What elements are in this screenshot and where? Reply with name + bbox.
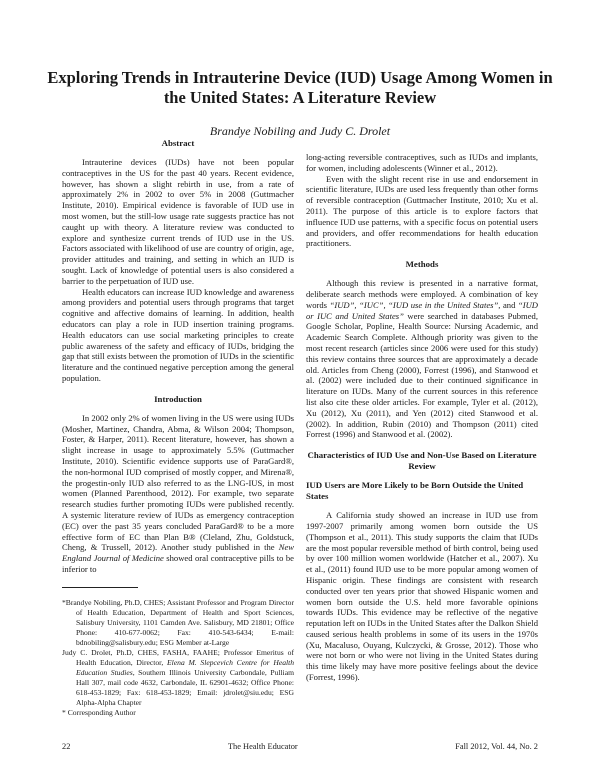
right-column xyxy=(306,138,538,683)
text-run: , and xyxy=(498,299,518,310)
footnote-author-2 xyxy=(62,648,294,708)
abstract-paragraph: Health educators can increase IUD knowledge and awareness among providers and potential users through programs that target cognitive and affective domains of learning. In addition, health educators can play a role in IUD insertion training programs. Health educators can use social marketing principles to create public awareness of the safety and efficacy of IUDs, bridging the gap that still exists between the promotion of IUDs in the scientific literature and the continued negative perception among the general population. xyxy=(62,286,294,383)
abstract-heading: Abstract xyxy=(161,138,195,148)
centre-name: Elena M. Slepcevich Centre for Health Education Studies xyxy=(76,657,295,677)
footnote-author-1: *Brandye Nobiling, Ph.D, CHES; Assistant Professor and Program Director of Health Education, Department of Health and Sport Sciences, Salisbury University, 1101 Camden Ave. Salisbury, MD 21801; Office Phone: 410-677-0062; Fax: 410-543-6434; E-mail: bdnobiling@salisbury.edu; ESG Member at-Large xyxy=(62,597,294,647)
text-run: Judy C. Drolet, Ph.D, CHES, FASHA, FAAHE; Professor Emeritus of Health Education, Director, xyxy=(62,647,294,667)
footnotes xyxy=(62,598,294,718)
introduction-paragraph: Even with the slight recent rise in use and endorsement in scientific literature, IUDs are used less frequently than other forms of reversible contraception (Guttmacher Institute, 2010; Xu et al. 2011). The purpose of this article is to explore factors that influence IUD use patterns, with a specific focus on potential users and providers, and offer recommendations for health education practitioners. xyxy=(306,173,538,249)
introduction-heading: Introduction xyxy=(154,393,202,404)
left-column xyxy=(62,138,294,718)
issue-info: Fall 2012, Vol. 44, No. 2 xyxy=(455,742,538,751)
keywords: “IUD or IUC and United States” xyxy=(306,299,538,321)
methods-paragraph xyxy=(306,278,538,440)
subsection-heading: IUD Users are More Likely to be Born Outside the United States xyxy=(306,480,524,502)
methods-heading: Methods xyxy=(405,259,439,270)
text-run: showed oral contraceptive pills to be inferior to xyxy=(62,553,294,574)
text-run: Although this review is presented in a narrative format, deliberate search methods were employed. A combination of key words xyxy=(306,278,538,310)
text-run: , Southern Illinois University Carbondale, Pulliam Hall 307, mail code 4632, Carbondale, IL 62901-4632; Office Phone: 618-453-1829; Fax: 618-453-1829; Email: jdrolet@siu.edu; ESG Alpha-Alpha Chapter xyxy=(76,667,294,707)
article-body xyxy=(62,0,538,736)
journal-name-footer: The Health Educator xyxy=(227,742,298,751)
characteristics-heading: Characteristics of IUD Use and Non-Use Based on Literature Review xyxy=(307,450,537,472)
journal-name: New England Journal of Medicine xyxy=(62,542,294,564)
characteristics-paragraph: A California study showed an increase in IUD use from 1997-2007 primarily among women born outside the US (Thompson et al., 2011). This study supports the claim that IUDs are the most popular reversible method of birth control, being used by over 100 million women worldwide (Hatcher et al., 2007). Xu et al., (2011) found IUD use to be more popular among women of Hispanic origin. These findings are consistent with research conducted over ten years prior that showed Hispanic women and women born outside the U.S. held more favorable opinions towards IUDs. This evidence may be reflective of the negative reputation left on IUDs in the United States after the Dalkon Shield caused serious health problems in some of its users in the 1970s (Xu, Macaluso, Ouyang, Kulczycki, & Grosse, 2012). Those who were not born or who were not living in the United States during this time likely may have more positive feelings about the device (Forrest, 1996). xyxy=(306,510,538,683)
introduction-paragraph-continued: long-acting reversible contraceptives, such as IUDs and implants, for women, including adolescents (Winner et al., 2012). xyxy=(306,152,538,173)
footnote-divider xyxy=(62,587,138,588)
abstract-paragraph: Intrauterine devices (IUDs) have not been popular contraceptives in the US for the past 40 years. Recent evidence, however, has shown a slight rebirth in use, from a rate of approximately 2% in 2002 to over 5% in 2008 (Guttmacher Institute, 2010). Empirical evidence is favorable of IUD use in most women, but the still-low usage rate suggests practice has not caught up with theory. A literature review was conducted to explore and synthesize current trends of IUD use in the US. Factors associated with likelihood of use are country of origin, age, provider attitudes and training, and setting in which an IUD is sought. Lack of knowledge of potential users is also considered a barrier to the perpetuation of IUD use. xyxy=(62,157,294,286)
page-number: 22 xyxy=(62,742,71,751)
keywords: “IUD”, “IUC”, “IUD use in the United States” xyxy=(329,299,499,310)
footnote-corresponding: * Corresponding Author xyxy=(62,707,136,717)
article-title: Exploring Trends in Intrauterine Device (IUD) Usage Among Women in the United States: A Literature Review xyxy=(47,68,553,107)
page-footer xyxy=(62,742,538,772)
introduction-paragraph xyxy=(62,413,294,575)
text-run: were searched in databases Pubmed, Google Scholar, Popline, Health Source: Nursing Academic, and Academic Search Complete. Although priority was given to the most recent research (articles since 2006 were used for this study) this review contains three sources that are approximately a decade old. Articles from Cheng (2000), Forrest (1996), and Stanwood et al. (2002) were included due to their continued significance in literature on IUDs. Many of the current sources in this reference list also cite these older articles. For example, Tyler et al. (2012), Xu (2012), Xu (2011), and Yen (2012) cited Stanwood et al. (2002). In addition, Rubin (2010) and Thompson (2011) cited Forrest (1996) and Stanwood et al. (2002). xyxy=(306,310,538,440)
article-authors: Brandye Nobiling and Judy C. Drolet xyxy=(209,124,391,138)
text-run: In 2002 only 2% of women living in the US were using IUDs (Mosher, Martinez, Chandra, Abma, & Wilson 2004; Thompson, Foster, & Harper, 2011). Recent literature, however, has shown a slight increase in usage to approximately 5.5% (Guttmacher Institute, 2010). Scientific evidence supports use of ParaGard®, the non-hormonal IUD comprised of mostly copper, and Mirena®, the progestin-only IUD also referred to as the LNG-IUS, in most women (Planned Parenthood, 2012). For example, two separate research studies further promoting IUDs were published recently. A systemic literature review of IUDs as emergency contraception (EC) over the past 35 years concluded ParaGard® to be a more effective form of EC than Plan B® (Cleland, Zhu, Goldstuck, Cheng, & Trussell, 2012). Another study published in the xyxy=(62,412,294,553)
